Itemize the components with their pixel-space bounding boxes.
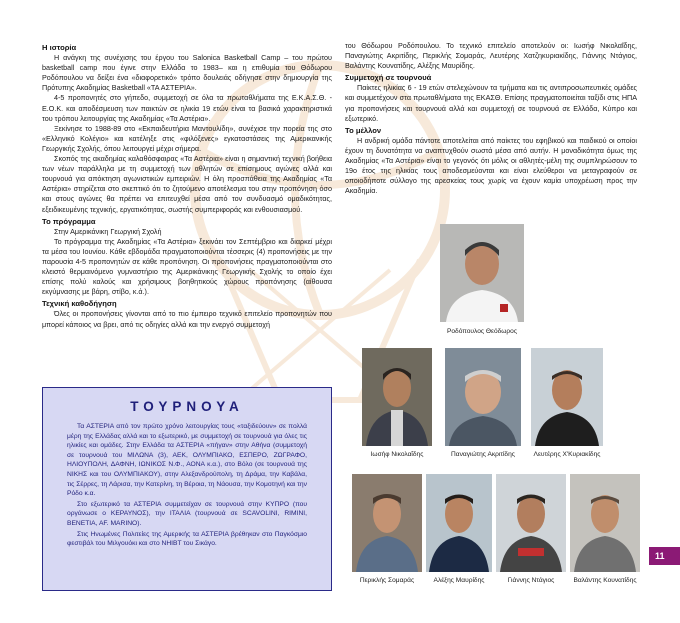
caption-chkyriakidis: Λευτέρης Χ'Κυριακίδης xyxy=(533,451,601,458)
heading-tournament-participation: Συμμετοχή σε τουρνουά xyxy=(345,73,432,83)
caption-nikolaidis: Ιωσήφ Νικολαΐδης xyxy=(370,451,424,458)
caption-mavridis: Αλέξης Μαυρίδης xyxy=(433,577,485,584)
caption-somaras: Περικλής Σομαράς xyxy=(359,577,415,584)
left-column xyxy=(42,41,332,330)
tournaments-paragraph-3: Στις Ηνωμένες Πολιτείες της Αμερικής τα ΑΣΤΕΡΙΑ βρέθηκαν στο Παγκόσμιο φεστιβάλ του Μιλγουόκι και στο NHIBT του Σικάγο. xyxy=(67,530,307,548)
heading-history: Η ιστορία xyxy=(42,43,77,52)
photo-kounatidis xyxy=(570,474,640,572)
history-paragraph-3: Ξεκίνησε το 1988-89 στο «Εκπαιδευτήρια Μαντουλίδη», συνέχισε την πορεία της στο «Ελληνικό Κολέγιο» και κατέληξε στις «φιλόξενες» εγκαταστάσεις της Αμερικανικής Γεωργικής Σχολής, όπου λειτουργεί μέχρι σήμερα. xyxy=(42,123,332,153)
future-paragraph: Η ανδρική ομάδα πάντοτε αποτελείται από παίκτες του εφηβικού και παιδικού οι οποίοι έχουν τη δυνατότητα να αναπτυχθούν σωστά μέσα από αυτήν. Η μοναδικότητα όμως της Ακαδημίας «Τα Αστέρια» είναι το γεγονός ότι μόλις οι αθλητές-μέλη της συμπληρώσουν το 19ο έτος της ηλικίας τους αποδεσμεύονται και είναι ελεύθεροι να μεταγραφούν σε οποιοδήποτε σύλλογο της αρεσκείας τους χωρίς να έχουν καμία υποχρέωση προς την Ακαδημία. xyxy=(345,135,637,196)
tournament-participation-paragraph: Παίκτες ηλικίας 6 - 19 ετών στελεχώνουν τα τμήματα και τις αντιπροσωπευτικές ομάδες και συμμετέχουν στα πρωταθλήματα της ΕΚΑΣΘ. Επίσης πραγματοποιείται ταξίδι στις ΗΠΑ για προπονήσεις και τουρνουά αλλά και συμμετοχή σε τουρνουά σε Ελλάδα, Κύπρο και εξωτερικό. xyxy=(345,83,637,123)
history-paragraph-1: Η ανάγκη της συνέχισης του έργου του Salonica Basketball Camp – του πρώτου basketball camp που έγινε στην Ελλάδα το 1983– και η επιθυμία του Θόδωρου Ροδόπουλου να δείξει ένα «διαφορετικό» τρόπο δουλειάς οδήγησε στην δημιουργία της Πρότυπης Ακαδημίας Basketball «ΤΑ ΑΣΤΕΡΙΑ». xyxy=(42,53,332,93)
photo-somaras xyxy=(352,474,422,572)
tournaments-paragraph-1: Τα ΑΣΤΕΡΙΑ από τον πρώτο χρόνο λειτουργίας τους «ταξιδεύουν» σε πολλά μέρη της Ελλάδας αλλά και το εξωτερικό, με συμμετοχή σε τουρνουά για όλες τις ηλικίες και ομάδες. Στην Ελλάδα τα ΑΣΤΕΡΙΑ «πήγαν» στην Αθήνα (συμμετοχή σε τουρνουά του ΜΙΛΩΝΑ (3), ΑΕΚ, ΟΛΥΜΠΙΑΚΟ, ΕΣΠΕΡΟ, ΖΩΓΡΑΦΟ, ΗΛΙΟΥΠΟΛΗ, ΔΑΦΝΗ, ΙΩΝΙΚΟΣ Ν.Φ., ΑΟΝΑ κ.α.), στο Βόλο (σε τουρνουά της ΝΙΚΗΣ και του ΟΛΥΜΠΙΑΚΟΥ), στην Αλεξανδρούπολη, τη Δράμα, την Καβάλα, τις Σέρρες, τη Λάρισα, την Κατερίνη, τη Βέροια, τη Νάουσα, την Κομοτηνή και την Ρόδο κ.α. xyxy=(67,423,307,498)
heading-program: Το πρόγραμμα xyxy=(42,216,96,226)
photo-mavridis xyxy=(426,474,492,572)
history-paragraph-4: Σκοπός της ακαδημίας καλαθόσφαιρας «Τα Αστέρια» είναι η σημαντική τεχνική βοήθεια των νέων παράλληλα με τη συμμετοχή των αθλητών σε επίσημους αγώνες αλλά και τουρνουά για απόκτηση αγωνιστικών εμπειριών. Η όλη προσπάθεια της Ακαδημίας «Τα Αστέρια» στηρίζεται στο σκεπτικό ότι το ζητούμενο αποτέλεσμα του στην προπόνηση όσο και στους αγώνες θα πρέπει να επιτευχθεί μέσα από τον συνδυασμό ομαδικότητας, εξειδικευμένης τεχνικής, εργατικότητας, σωστής συμπεριφοράς και ενθουσιασμού. xyxy=(42,154,332,214)
photo-nikolaidis xyxy=(362,348,432,446)
staff-paragraph: του Θόδωρου Ροδόπουλου. Το τεχνικό επιτελείο αποτελούν οι: Ιωσήφ Νικολαΐδης, Παναγιώτης Ακριτίδης, Περικλής Σομαράς, Λευτέρης Χατζηκυριακίδης, Γιάννης Ντάγιος, Βαλάντης Κουνατίδης, Αλέξης Μαυρίδης. xyxy=(345,41,637,71)
photo-chkyriakidis xyxy=(531,348,603,446)
tournaments-title: ΤΟΥΡΝΟΥΑ xyxy=(130,399,244,414)
caption-ntagios: Γιάννης Ντάγιος xyxy=(507,577,555,584)
caption-rodopoulos: Ροδόπουλος Θεόδωρος xyxy=(446,328,518,335)
tournaments-box xyxy=(42,387,332,591)
history-paragraph-2: 4-5 προπονητές στο γήπεδο, συμμετοχή σε όλα τα πρωταθλήματα της Ε.Κ.Α.Σ.Θ. - Ε.Ο.Κ. και αποδέσμευση των παικτών σε ηλικία 19 ετών είναι τα βασικά χαρακτηριστικά του τρόπου λειτουργίας της Ακαδημίας «Τα Αστέρια». xyxy=(42,93,332,123)
program-paragraph: Το πρόγραμμα της Ακαδημίας «Τα Αστέρια» ξεκινάει τον Σεπτέμβριο και διαρκεί μέχρι τα μέσα του Ιουνίου. Κάθε εβδομάδα πραγματοποιούνται τέσσερις (4) προπονήσεις με την παρουσία 4-5 προπονητών σε κάθε προπόνηση. Οι προπονήσεις πραγματοποιούνται στο κλειστό θερμαινόμενο γυμναστήριο της Αμερικάνικης Γεωργικής Σχολής το οποίο έχει επίσης πολύ καλούς και χρήσιμους βοηθητικούς χώρους προπόνησης (αίθουσα εκγύμνασης με βάρη, στίβο, κ.ά.). xyxy=(42,236,332,297)
photo-rodopoulos xyxy=(440,224,524,322)
photo-akritidis xyxy=(445,348,521,446)
heading-technical-guidance: Τεχνική καθοδήγηση xyxy=(42,299,117,309)
page-number: 11 xyxy=(649,547,680,565)
heading-future: Το μέλλον xyxy=(345,125,382,135)
program-subheading: Στην Αμερικάνικη Γεωργική Σχολή xyxy=(54,226,162,236)
tournaments-paragraph-2: Στο εξωτερικό τα ΑΣΤΕΡΙΑ συμμετείχαν σε τουρνουά στην ΚΥΠΡΟ (που οργάνωσε ο ΚΕΡΑΥΝΟΣ), την ΙΤΑΛΙΑ (τουρνουά σε SCAVOLINI, RIMINI, BENETIA, AF. MARINO). xyxy=(67,500,307,527)
technical-paragraph: Όλες οι προπονήσεις γίνονται από το πιο έμπειρο τεχνικό επιτελείο προπονητών που μπορεί κάποιος να βρει, από τις οδηγίες αλλά και την ενεργό συμμετοχή xyxy=(42,309,332,329)
photo-ntagios xyxy=(496,474,566,572)
caption-kounatidis: Βαλάντης Κουνατίδης xyxy=(573,577,637,584)
right-column xyxy=(345,41,637,196)
caption-akritidis: Παναγιώτης Ακριτίδης xyxy=(451,451,515,458)
